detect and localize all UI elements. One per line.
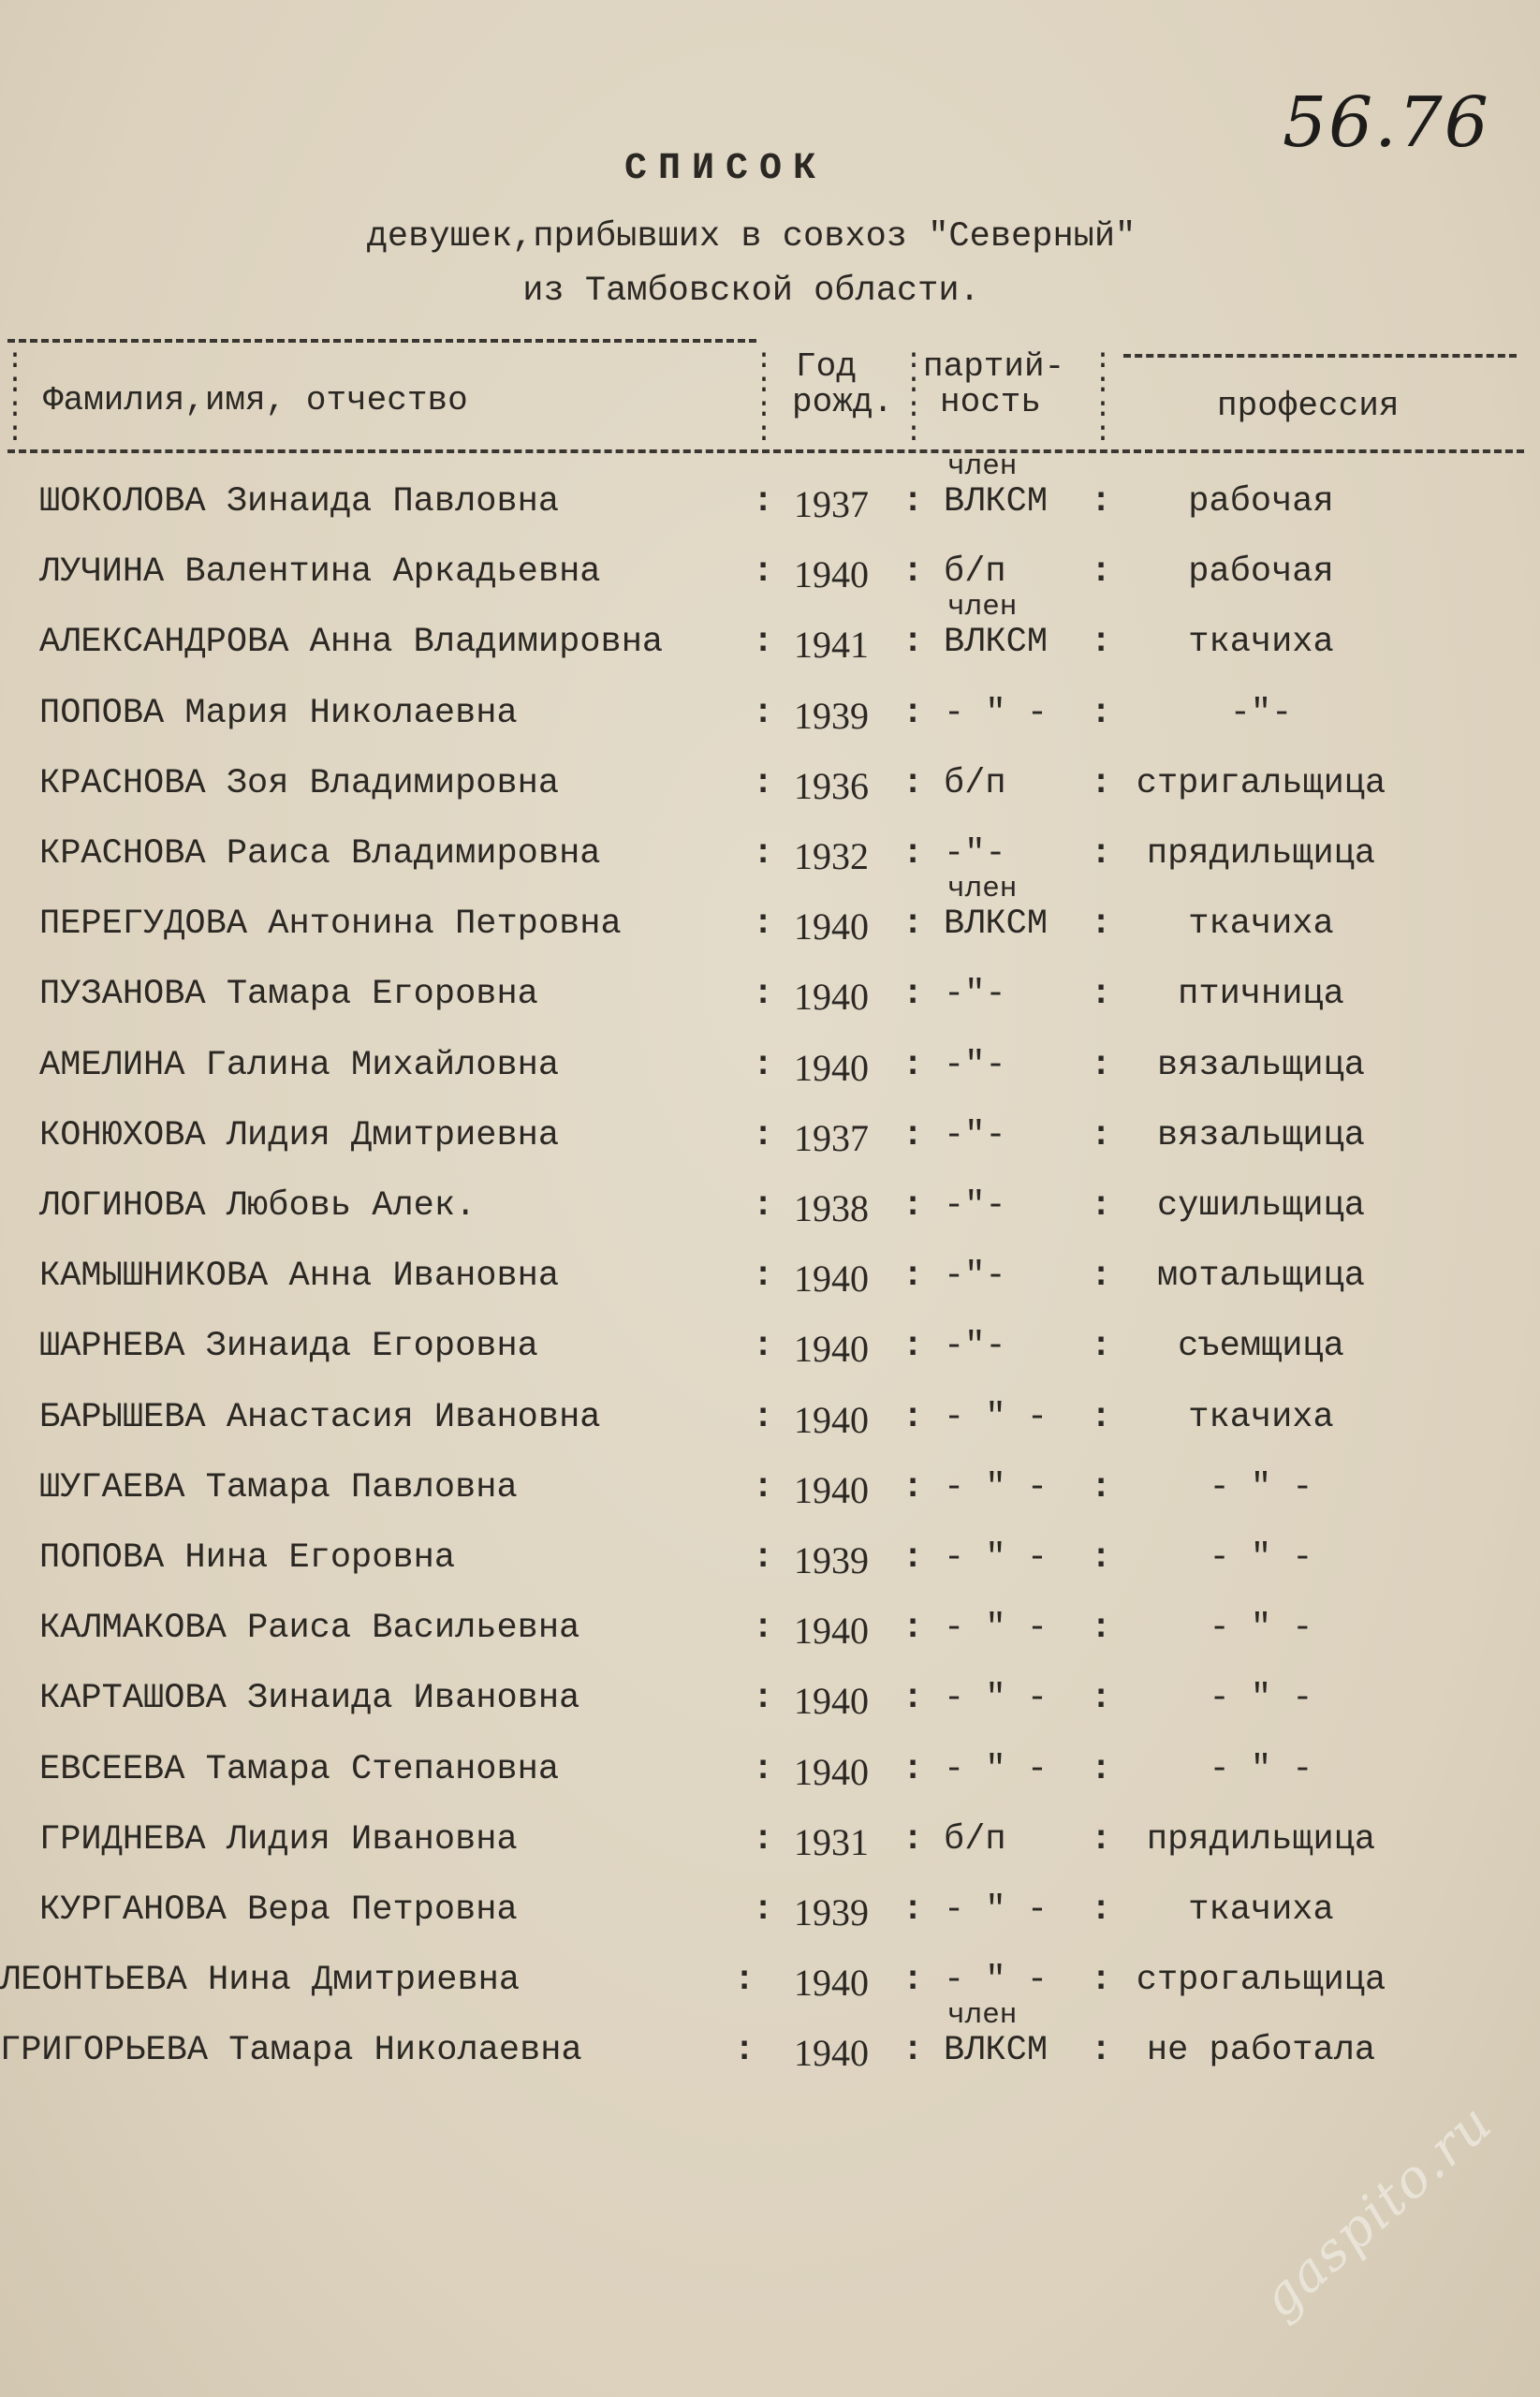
table-row xyxy=(0,1257,1540,1313)
separator: : xyxy=(1091,1961,1112,2000)
separator: : xyxy=(902,975,924,1014)
separator: : xyxy=(753,1398,774,1437)
birth-year: 1940 xyxy=(794,1257,869,1300)
header-top-rule-left xyxy=(7,339,756,343)
document-title: СПИСОК xyxy=(623,148,828,190)
party-membership: -"- xyxy=(944,1327,1006,1366)
profession: прядильщица xyxy=(1146,834,1376,874)
separator: : xyxy=(753,1327,774,1366)
separator: : xyxy=(753,1538,774,1578)
table-row xyxy=(0,975,1540,1031)
profession: ткачиха xyxy=(1188,904,1334,944)
person-name: ГРИДНЕВА Лидия Ивановна xyxy=(39,1820,518,1860)
separator: : xyxy=(902,2031,924,2070)
birth-year: 1940 xyxy=(794,1680,869,1722)
separator: : xyxy=(753,1468,774,1507)
header-year-line1: Год xyxy=(796,347,857,386)
profession: - " - xyxy=(1209,1468,1313,1507)
birth-year: 1939 xyxy=(794,1891,869,1934)
separator: : xyxy=(902,764,924,803)
separator: : xyxy=(902,1820,924,1860)
person-name: АМЕЛИНА Галина Михайловна xyxy=(39,1046,560,1085)
document-subtitle-line1: девушек,прибывших в совхоз "Северный" xyxy=(366,217,1137,257)
table-row xyxy=(0,1046,1540,1102)
table-row xyxy=(0,1961,1540,2017)
table-row xyxy=(0,1609,1540,1665)
profession: сушильщица xyxy=(1156,1186,1366,1226)
separator: : xyxy=(1091,694,1112,733)
separator: : xyxy=(902,623,924,662)
separator: : xyxy=(753,1890,774,1930)
profession: птичница xyxy=(1178,975,1344,1014)
separator: : xyxy=(902,1186,924,1226)
person-name: ЛЕОНТЬЕВА Нина Дмитриевна xyxy=(0,1961,521,2000)
birth-year: 1940 xyxy=(794,1751,869,1793)
party-membership: - " - xyxy=(944,1609,1049,1648)
party-membership: - " - xyxy=(944,694,1049,733)
separator: : xyxy=(1091,1327,1112,1366)
profession: не работала xyxy=(1146,2031,1376,2070)
table-row xyxy=(0,1679,1540,1735)
profession: рабочая xyxy=(1188,482,1334,522)
party-membership: ВЛКСМ xyxy=(944,623,1049,662)
profession: вязальщица xyxy=(1156,1046,1366,1085)
party-membership: - " - xyxy=(944,1750,1049,1789)
person-name: БАРЫШЕВА Анастасия Ивановна xyxy=(39,1398,601,1437)
separator: : xyxy=(1091,1468,1112,1507)
table-row xyxy=(0,694,1540,750)
birth-year: 1936 xyxy=(794,765,869,807)
separator: : xyxy=(1091,1820,1112,1860)
watermark: gaspito.ru xyxy=(1250,2092,1505,2331)
separator: : xyxy=(1091,1186,1112,1226)
separator: : xyxy=(753,975,774,1014)
separator: : xyxy=(902,1750,924,1789)
table-row xyxy=(0,1750,1540,1806)
table-row xyxy=(0,1398,1540,1454)
separator: : xyxy=(1091,482,1112,522)
birth-year: 1940 xyxy=(794,905,869,948)
separator: : xyxy=(902,904,924,944)
separator: : xyxy=(902,1890,924,1930)
separator: : xyxy=(902,482,924,522)
person-name: ЛУЧИНА Валентина Аркадьевна xyxy=(39,552,601,592)
separator: : xyxy=(1091,1046,1112,1085)
separator: : xyxy=(753,1609,774,1648)
profession: - " - xyxy=(1209,1679,1313,1718)
separator: : xyxy=(902,1327,924,1366)
table-row xyxy=(0,1820,1540,1876)
profession: прядильщица xyxy=(1146,1820,1376,1860)
header-colon-2: : : : : xyxy=(904,345,922,449)
separator: : xyxy=(753,1820,774,1860)
person-name: ПОПОВА Нина Егоровна xyxy=(39,1538,456,1578)
person-name: КОНЮХОВА Лидия Дмитриевна xyxy=(39,1116,560,1155)
table-row xyxy=(0,1468,1540,1524)
header-party-line1: партий- xyxy=(923,347,1065,386)
person-name: АЛЕКСАНДРОВА Анна Владимировна xyxy=(39,623,664,662)
person-name: ГРИГОРЬЕВА Тамара Николаевна xyxy=(0,2031,582,2070)
header-year-line2: рожд. xyxy=(792,383,894,421)
party-membership: б/п xyxy=(944,552,1006,592)
table-row xyxy=(0,1999,1540,2087)
profession: стригальщица xyxy=(1136,764,1386,803)
separator: : xyxy=(753,834,774,874)
birth-year: 1940 xyxy=(794,976,869,1018)
table-row xyxy=(0,1116,1540,1172)
separator: : xyxy=(1091,623,1112,662)
birth-year: 1941 xyxy=(794,624,869,666)
header-party-line2: ность xyxy=(940,383,1042,421)
person-name: ШОКОЛОВА Зинаида Павловна xyxy=(39,482,560,522)
separator: : xyxy=(902,1257,924,1296)
person-name: ПЕРЕГУДОВА Антонина Петровна xyxy=(39,904,622,944)
table-row xyxy=(0,1327,1540,1383)
profession: -"- xyxy=(1229,694,1293,733)
table-row xyxy=(0,1538,1540,1595)
profession: - " - xyxy=(1209,1609,1313,1648)
separator: : xyxy=(1091,1538,1112,1578)
separator: : xyxy=(753,1750,774,1789)
separator: : xyxy=(902,694,924,733)
party-membership: б/п xyxy=(944,1820,1006,1860)
separator: : xyxy=(753,1046,774,1085)
separator: : xyxy=(753,1186,774,1226)
party-membership: - " - xyxy=(944,1961,1049,2000)
person-name: КРАСНОВА Раиса Владимировна xyxy=(39,834,601,874)
party-membership: -"- xyxy=(944,1046,1006,1085)
separator: : xyxy=(902,1046,924,1085)
table-row xyxy=(0,764,1540,820)
separator: : xyxy=(753,552,774,592)
separator: : xyxy=(734,2031,755,2070)
birth-year: 1937 xyxy=(794,483,869,525)
party-membership-prefix: член xyxy=(947,1999,1018,2032)
profession: - " - xyxy=(1209,1750,1313,1789)
profession: вязальщица xyxy=(1156,1116,1366,1155)
person-name: ПОПОВА Мария Николаевна xyxy=(39,694,518,733)
person-name: ЕВСЕЕВА Тамара Степановна xyxy=(39,1750,560,1789)
party-membership-prefix: член xyxy=(947,873,1018,905)
table-row xyxy=(0,834,1540,890)
separator: : xyxy=(753,1257,774,1296)
profession: ткачиха xyxy=(1188,1398,1334,1437)
person-name: КРАСНОВА Зоя Владимировна xyxy=(39,764,560,803)
birth-year: 1932 xyxy=(794,835,869,877)
separator: : xyxy=(753,1679,774,1718)
table-row xyxy=(0,873,1540,961)
party-membership: ВЛКСМ xyxy=(944,904,1049,944)
party-membership: -"- xyxy=(944,1257,1006,1296)
separator: : xyxy=(902,1116,924,1155)
table-row xyxy=(0,591,1540,679)
birth-year: 1940 xyxy=(794,1399,869,1441)
separator: : xyxy=(753,623,774,662)
party-membership-prefix: член xyxy=(947,591,1018,624)
separator: : xyxy=(902,1961,924,2000)
profession: съемщица xyxy=(1178,1327,1344,1366)
separator: : xyxy=(753,482,774,522)
birth-year: 1940 xyxy=(794,1610,869,1652)
separator: : xyxy=(1091,1116,1112,1155)
party-membership: - " - xyxy=(944,1468,1049,1507)
profession: мотальщица xyxy=(1156,1257,1366,1296)
separator: : xyxy=(1091,2031,1112,2070)
separator: : xyxy=(753,694,774,733)
birth-year: 1931 xyxy=(794,1821,869,1863)
table-row xyxy=(0,1186,1540,1243)
profession: ткачиха xyxy=(1188,623,1334,662)
person-name: КУРГАНОВА Вера Петровна xyxy=(39,1890,518,1930)
separator: : xyxy=(1091,904,1112,944)
header-name: Фамилия,имя, отчество xyxy=(43,381,468,419)
separator: : xyxy=(1091,1750,1112,1789)
header-bottom-rule xyxy=(7,449,1524,453)
profession: - " - xyxy=(1209,1538,1313,1578)
birth-year: 1940 xyxy=(794,2032,869,2074)
person-name: КАРТАШОВА Зинаида Ивановна xyxy=(39,1679,580,1718)
table-row xyxy=(0,552,1540,609)
separator: : xyxy=(1091,1257,1112,1296)
header-colon-3: : : : : xyxy=(1093,345,1111,449)
party-membership: -"- xyxy=(944,975,1006,1014)
party-membership: - " - xyxy=(944,1679,1049,1718)
separator: : xyxy=(902,1398,924,1437)
birth-year: 1940 xyxy=(794,1328,869,1370)
separator: : xyxy=(753,1116,774,1155)
party-membership: б/п xyxy=(944,764,1006,803)
separator: : xyxy=(1091,834,1112,874)
separator: : xyxy=(1091,764,1112,803)
party-membership: - " - xyxy=(944,1538,1049,1578)
person-name: ЛОГИНОВА Любовь Алек. xyxy=(39,1186,477,1226)
header-colon-left: : : : : xyxy=(6,345,23,449)
birth-year: 1938 xyxy=(794,1187,869,1229)
party-membership: -"- xyxy=(944,1116,1006,1155)
profession: строгальщица xyxy=(1136,1961,1386,2000)
separator: : xyxy=(902,1468,924,1507)
separator: : xyxy=(902,552,924,592)
birth-year: 1940 xyxy=(794,1047,869,1089)
party-membership: - " - xyxy=(944,1398,1049,1437)
separator: : xyxy=(902,1679,924,1718)
header-profession: профессия xyxy=(1217,387,1400,425)
separator: : xyxy=(1091,1679,1112,1718)
profession: рабочая xyxy=(1188,552,1334,592)
table-row xyxy=(0,1890,1540,1947)
party-membership-prefix: член xyxy=(947,450,1018,483)
person-name: КАМЫШНИКОВА Анна Ивановна xyxy=(39,1257,560,1296)
separator: : xyxy=(1091,975,1112,1014)
birth-year: 1939 xyxy=(794,695,869,737)
person-name: ПУЗАНОВА Тамара Егоровна xyxy=(39,975,538,1014)
birth-year: 1940 xyxy=(794,1469,869,1511)
party-membership: ВЛКСМ xyxy=(944,482,1049,522)
separator: : xyxy=(902,1538,924,1578)
party-membership: - " - xyxy=(944,1890,1049,1930)
separator: : xyxy=(1091,552,1112,592)
person-name: КАЛМАКОВА Раиса Васильевна xyxy=(39,1609,580,1648)
birth-year: 1940 xyxy=(794,1962,869,2004)
separator: : xyxy=(1091,1398,1112,1437)
separator: : xyxy=(902,834,924,874)
document-subtitle-line2: из Тамбовской области. xyxy=(522,272,980,311)
separator: : xyxy=(902,1609,924,1648)
header-top-rule-right xyxy=(1123,354,1517,358)
header-colon-1: : : : : xyxy=(755,345,772,449)
separator: : xyxy=(1091,1609,1112,1648)
birth-year: 1939 xyxy=(794,1539,869,1581)
separator: : xyxy=(1091,1890,1112,1930)
birth-year: 1937 xyxy=(794,1117,869,1159)
table-row xyxy=(0,450,1540,538)
separator: : xyxy=(734,1961,755,2000)
party-membership: ВЛКСМ xyxy=(944,2031,1049,2070)
separator: : xyxy=(753,904,774,944)
separator: : xyxy=(753,764,774,803)
archive-number: 56.76 xyxy=(1283,82,1490,163)
profession: ткачиха xyxy=(1188,1890,1334,1930)
birth-year: 1940 xyxy=(794,553,869,596)
person-name: ШУГАЕВА Тамара Павловна xyxy=(39,1468,518,1507)
party-membership: -"- xyxy=(944,1186,1006,1226)
person-name: ШАРНЕВА Зинаида Егоровна xyxy=(39,1327,538,1366)
party-membership: -"- xyxy=(944,834,1006,874)
